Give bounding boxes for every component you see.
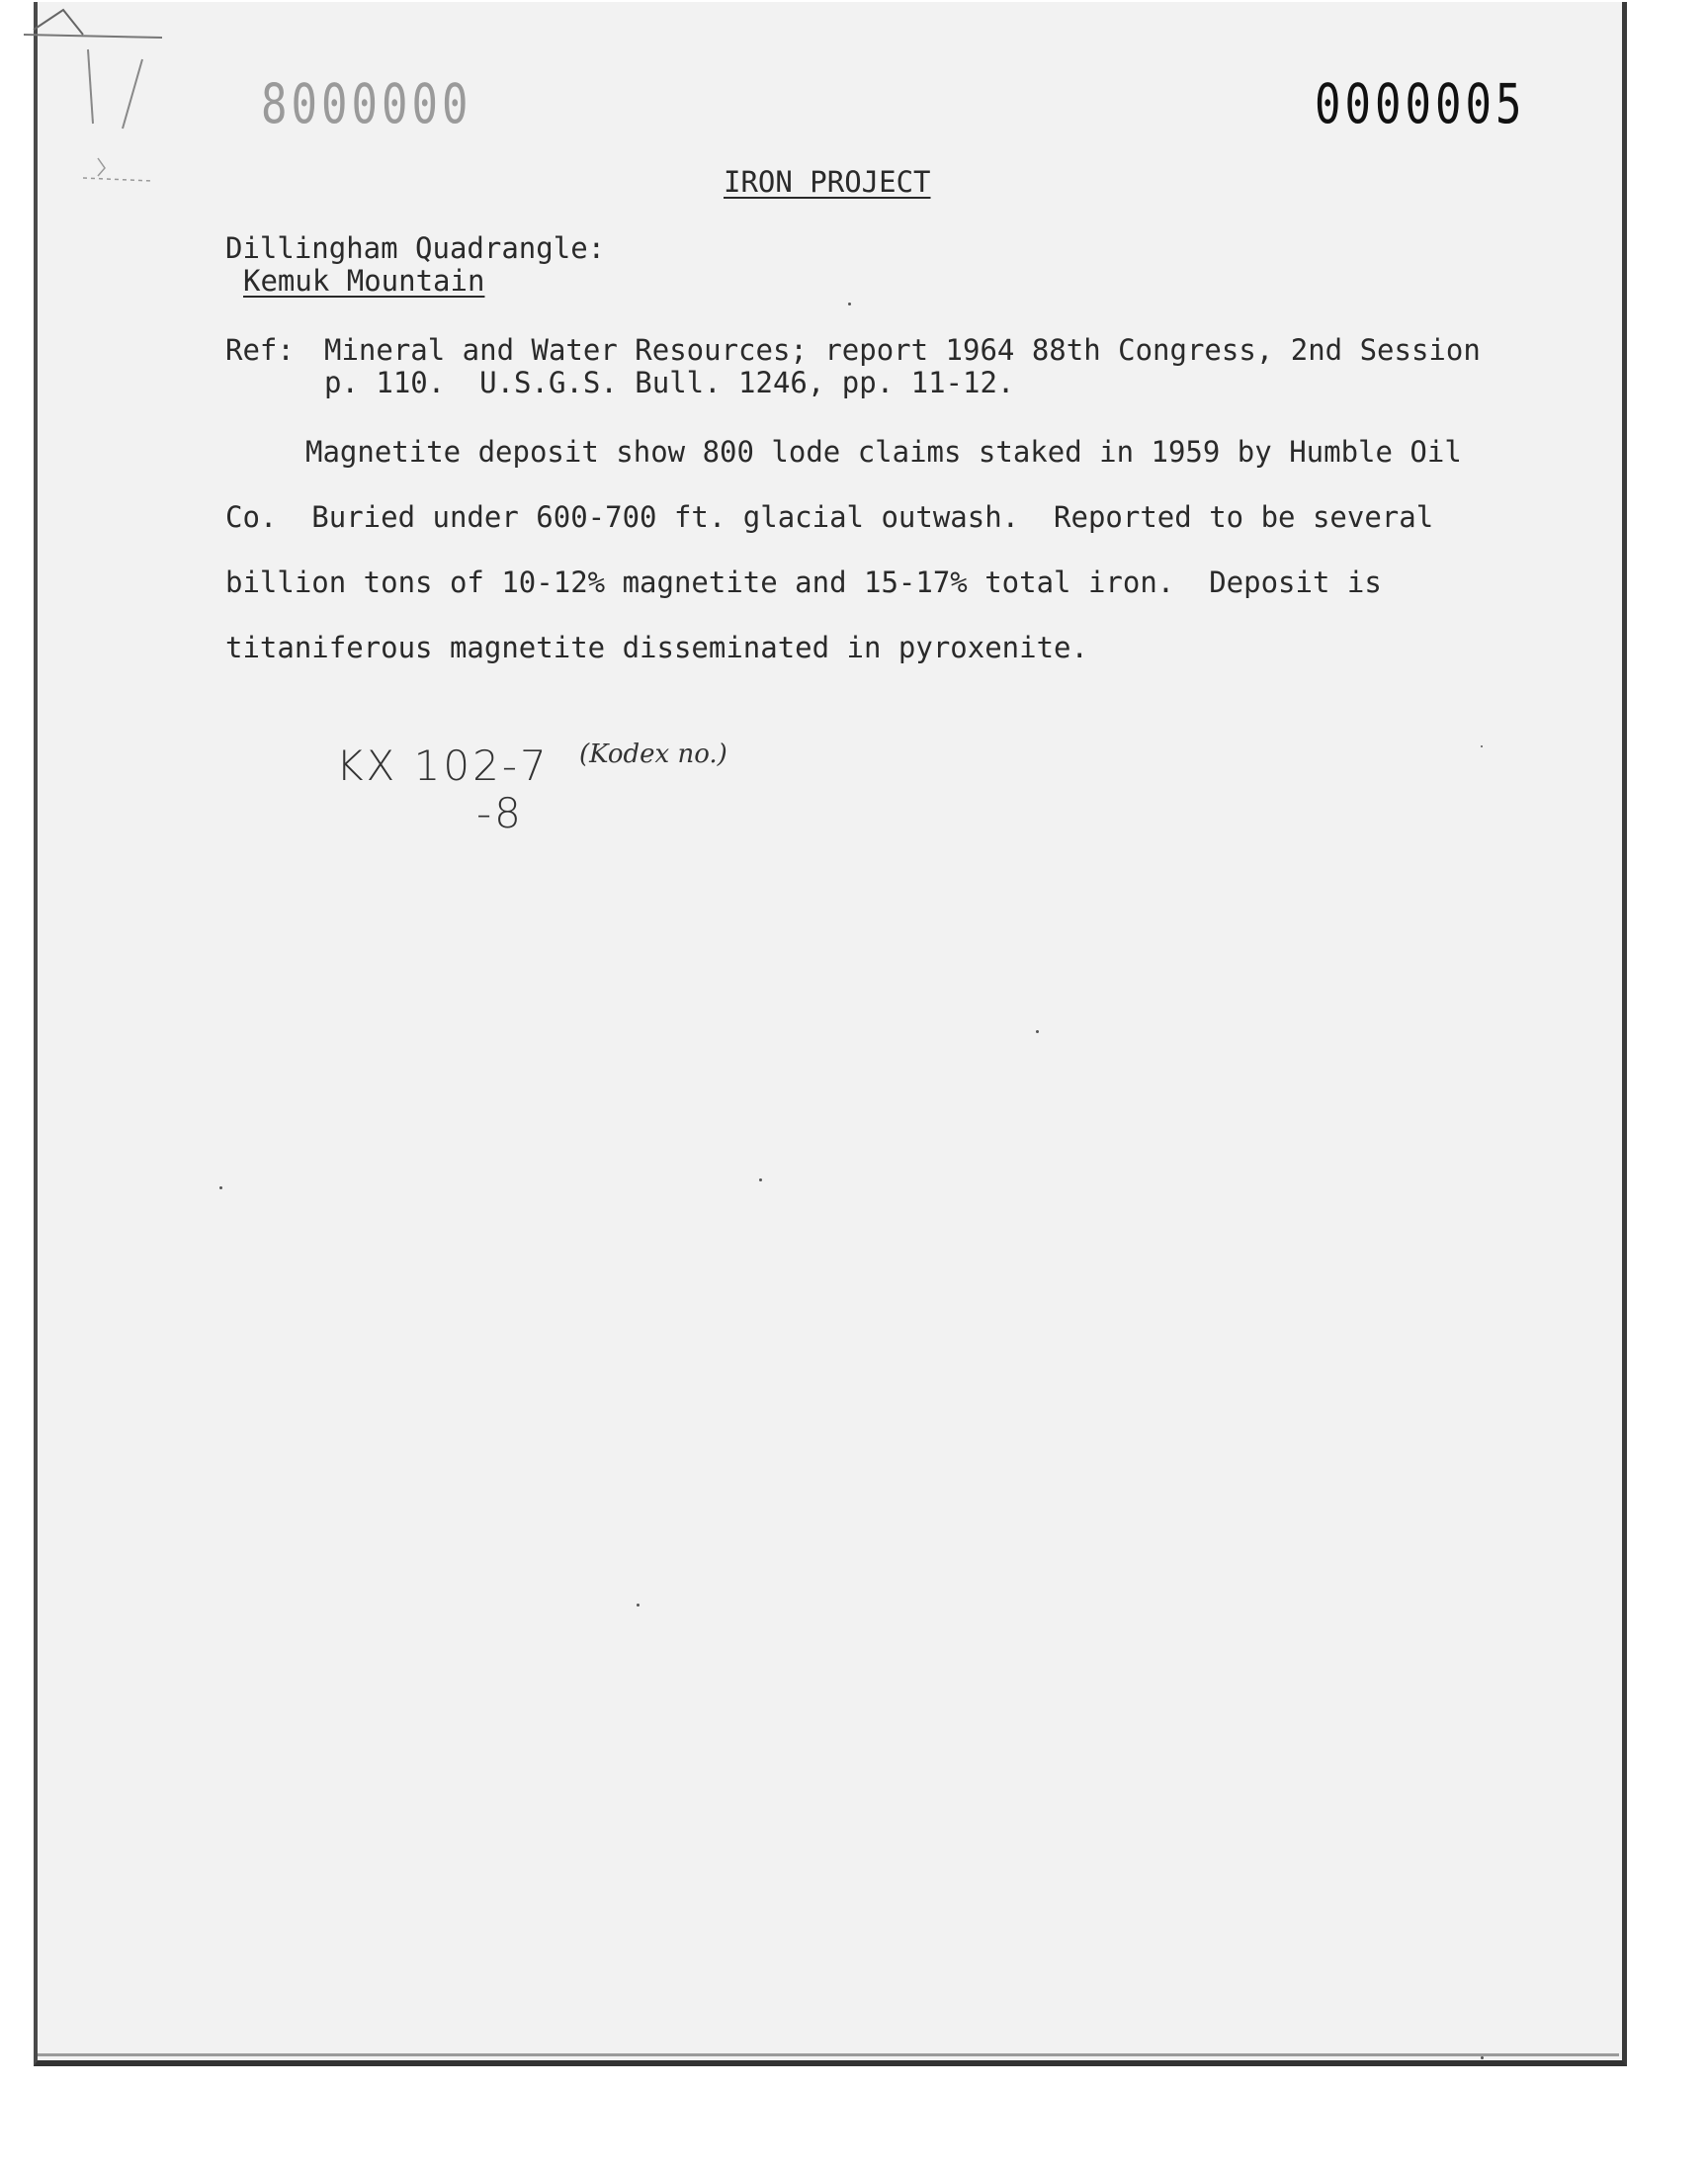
bottom-edge-shadow [38,2053,1619,2056]
page-title: IRON PROJECT [724,165,931,199]
quadrangle-label: Dillingham Quadrangle: [225,231,606,265]
corner-marks-icon [24,0,192,198]
scan-speck [1481,745,1483,747]
scan-speck [759,1178,762,1181]
stamp-number: 0000005 [1315,73,1526,136]
reference-label: Ref: [225,333,295,367]
handwritten-note: (Kodex no.) [579,740,727,769]
scan-speck [219,1186,222,1189]
body-text-line: Magnetite deposit show 800 lode claims staked in 1959 by Humble Oil [305,435,1462,469]
document-sheet [34,2,1627,2066]
scan-speck [1481,2056,1484,2059]
reference-line: Mineral and Water Resources; report 1964 88th Congress, 2nd Session [324,333,1481,367]
scan-speck [637,1604,640,1607]
body-text-line: billion tons of 10-12% magnetite and 15-17% total iron. Deposit is [225,566,1382,599]
scan-speck [848,303,851,305]
handwritten-reference: -8 [476,789,524,837]
handwritten-reference: KX 102-7 [336,741,550,790]
location-name: Kemuk Mountain [243,264,485,298]
scan-speck [1036,1030,1039,1033]
stamp-number-faded: 8000000 [261,73,472,136]
body-text-line: titaniferous magnetite disseminated in pyroxenite. [225,631,1088,664]
body-text-line: Co. Buried under 600-700 ft. glacial outwash. Reported to be several [225,500,1434,534]
reference-line: p. 110. U.S.G.S. Bull. 1246, pp. 11-12. [324,366,1015,399]
